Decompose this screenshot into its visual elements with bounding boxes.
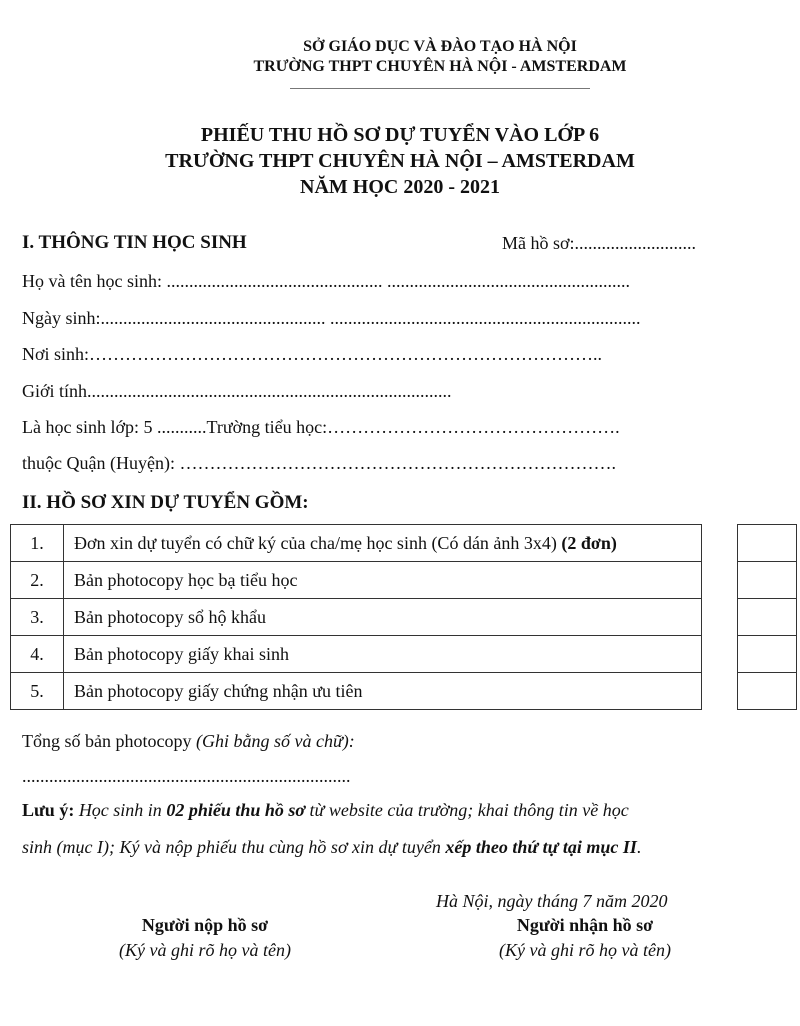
note-line-2 (22, 837, 641, 858)
table-row (11, 636, 702, 673)
district-field[interactable]: thuộc Quận (Huyện): ………………………………………………………………. (22, 453, 616, 473)
checkbox-column (737, 524, 797, 710)
table-row (11, 562, 702, 599)
section-2-heading: II. HỒ SƠ XIN DỰ TUYỂN GỒM: (22, 492, 309, 513)
checkbox-3[interactable] (737, 599, 797, 636)
checkbox-4[interactable] (737, 636, 797, 673)
note-text: . (636, 837, 642, 857)
checkbox-5[interactable] (737, 673, 797, 710)
row-number: 3. (11, 599, 64, 636)
row-text: Bản photocopy sổ hộ khẩu (64, 599, 702, 636)
gender-field[interactable]: Giới tính................................................................................. (22, 381, 452, 401)
file-code-field[interactable]: Mã hồ sơ:........................... (502, 233, 697, 253)
receiver-title: Người nhận hồ sơ (516, 915, 654, 935)
row-number: 1. (11, 525, 64, 562)
photocopy-total-text: Tổng số bản photocopy (22, 731, 196, 751)
sign-date: Hà Nội, ngày tháng 7 năm 2020 (436, 891, 668, 911)
form-title: PHIẾU THU HỒ SƠ DỰ TUYỂN VÀO LỚP 6 (200, 124, 600, 146)
checkbox-1[interactable] (737, 524, 797, 562)
row-text: Bản photocopy giấy chứng nhận ưu tiên (64, 673, 702, 710)
note-label: Lưu ý: (22, 800, 79, 820)
documents-table (10, 524, 702, 710)
table-row (11, 599, 702, 636)
birth-place-field[interactable]: Nơi sinh:………………………………………………………………………….. (22, 344, 603, 364)
photocopy-total-label (22, 731, 355, 752)
note-text: Học sinh in (78, 800, 167, 820)
school-class-field[interactable]: Là học sinh lớp: 5 ...........Trường tiểu học:…………………………………………. (22, 417, 620, 437)
school-name: TRƯỜNG THPT CHUYÊN HÀ NỘI - AMSTERDAM (253, 58, 627, 75)
receiver-note: (Ký và ghi rõ họ và tên) (499, 940, 671, 960)
student-name-field[interactable]: Họ và tên học sinh: ................................................ ...................................................... (22, 271, 630, 291)
row-number: 4. (11, 636, 64, 673)
form-title-year: NĂM HỌC 2020 - 2021 (300, 176, 500, 198)
photocopy-total-hint: (Ghi bằng số và chữ): (195, 731, 355, 751)
submitter-title: Người nộp hồ sơ (141, 915, 269, 935)
note-emphasis: 02 phiếu thu hồ sơ (166, 800, 306, 820)
row-text-main: Đơn xin dự tuyển có chữ ký của cha/mẹ học sinh (Có dán ảnh 3x4) (74, 532, 562, 553)
photocopy-total-field[interactable]: ......................................................................... (22, 766, 351, 786)
birth-date-field[interactable]: Ngày sinh:.................................................. ..................................................................... (22, 308, 641, 328)
row-number: 5. (11, 673, 64, 710)
note-line-1 (22, 800, 629, 821)
note-text: sinh (mục I); Ký và nộp phiếu thu cùng hồ sơ xin dự tuyển (22, 837, 446, 857)
row-text: Bản photocopy học bạ tiểu học (64, 562, 702, 599)
row-text-emphasis: (2 đơn) (561, 532, 617, 553)
form-title-school: TRƯỜNG THPT CHUYÊN HÀ NỘI – AMSTERDAM (165, 150, 635, 172)
row-number: 2. (11, 562, 64, 599)
submitter-note: (Ký và ghi rõ họ và tên) (119, 940, 291, 960)
table-row (11, 525, 702, 562)
department-name: SỞ GIÁO DỤC VÀ ĐÀO TẠO HÀ NỘI (303, 38, 577, 55)
row-text: Bản photocopy giấy khai sinh (64, 636, 702, 673)
row-text (64, 525, 702, 562)
note-text: từ website của trường; khai thông tin về học (305, 800, 629, 820)
header-divider (290, 88, 590, 89)
checkbox-2[interactable] (737, 562, 797, 599)
section-1-heading: I. THÔNG TIN HỌC SINH (22, 232, 247, 253)
table-row (11, 673, 702, 710)
note-emphasis: xếp theo thứ tự tại mục II (445, 837, 637, 857)
